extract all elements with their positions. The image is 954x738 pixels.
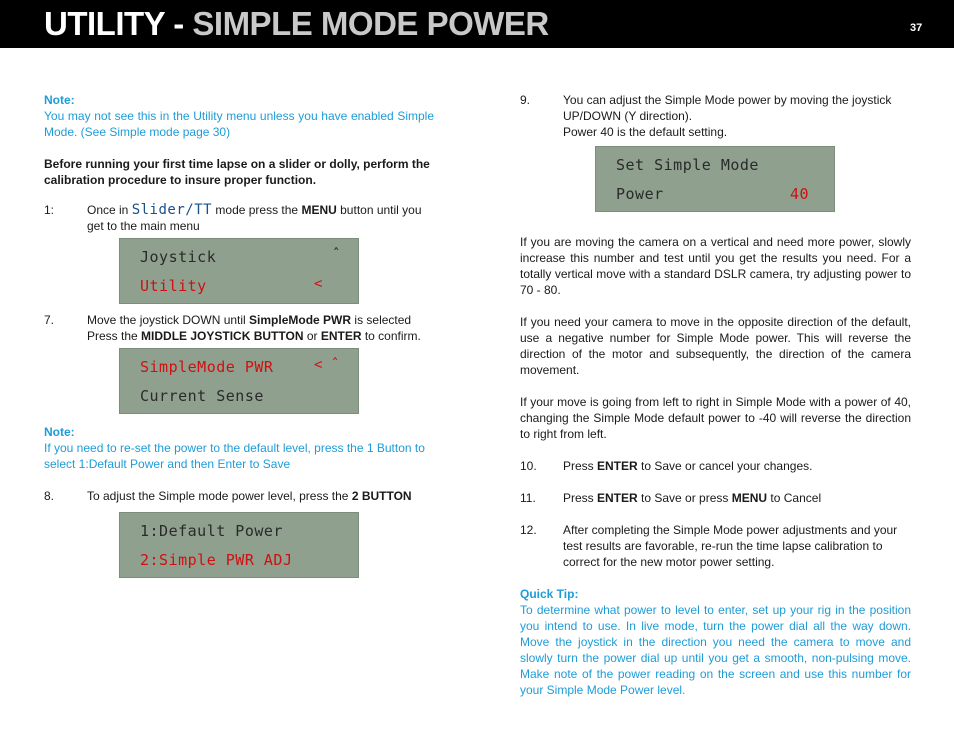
key-label: ENTER bbox=[597, 491, 638, 505]
step-text: You can adjust the Simple Mode power by moving the joystick UP/DOWN (Y direction). bbox=[563, 93, 892, 123]
step-text: to Save or cancel your changes. bbox=[637, 459, 813, 473]
paragraph: If you need your camera to move in the opposite direction of the default, use a negative number for Simple Mode power. This will reverse the direction of the motor and subsequently, the direction of the camera movement. bbox=[520, 315, 911, 377]
tip-text: To determine what power to level to enter, set up your rig in the position you intend to use. In live mode, turn the power dial all the way down. Move the joystick in the direction you need the camera to move and slowly turn the power dial up until you get a smooth, non-pulsing move. Make note of the power reading on the screen and use this number for your Simple Mode Power level. bbox=[520, 603, 911, 697]
right-column bbox=[520, 92, 911, 698]
mode-label: Slider/TT bbox=[131, 202, 213, 218]
step-text: to Save or press bbox=[637, 491, 732, 505]
lcd-screen-main-menu bbox=[119, 238, 359, 304]
step-text: button until you get to the main menu bbox=[87, 203, 422, 233]
step-text: Press bbox=[563, 459, 598, 473]
lcd-line-2-selected: Utility bbox=[140, 277, 207, 295]
menu-item-label: SimpleMode PWR bbox=[249, 313, 352, 327]
lcd-line-2: Power bbox=[616, 185, 664, 203]
power-value: 40 bbox=[790, 185, 810, 203]
lcd-screen-utility bbox=[119, 348, 359, 414]
step-body bbox=[563, 458, 911, 474]
step-10 bbox=[520, 458, 911, 474]
step-12 bbox=[520, 522, 911, 570]
step-text: to Cancel bbox=[767, 491, 822, 505]
step-text: Press bbox=[563, 491, 598, 505]
step-text: is selected bbox=[351, 313, 412, 327]
step-body bbox=[87, 312, 434, 344]
page-header bbox=[0, 0, 954, 48]
step-text: To adjust the Simple mode power level, press the bbox=[87, 489, 352, 503]
key-label: ENTER bbox=[320, 329, 362, 343]
step-7 bbox=[44, 312, 434, 344]
key-label: MENU bbox=[301, 203, 337, 217]
left-column bbox=[44, 92, 434, 578]
step-number: 12. bbox=[520, 523, 537, 537]
step-text: Press the bbox=[87, 329, 142, 343]
lcd-line-1: Joystick bbox=[140, 248, 217, 266]
step-number: 9. bbox=[520, 93, 531, 107]
note-title: Note: bbox=[44, 425, 75, 439]
step-11 bbox=[520, 490, 911, 506]
step-9 bbox=[520, 92, 911, 140]
note-text: If you need to re-set the power to the default level, press the 1 Button to select 1:Default Power and then Enter to Save bbox=[44, 441, 425, 471]
step-body bbox=[87, 488, 434, 504]
key-label: ENTER bbox=[597, 459, 638, 473]
cursor-icon: < ˆ bbox=[314, 357, 340, 373]
step-number: 8. bbox=[44, 489, 55, 503]
step-text: Move the joystick DOWN until bbox=[87, 313, 250, 327]
page-number: 37 bbox=[910, 22, 923, 34]
step-body: After completing the Simple Mode power adjustments and your test results are favorable, re-run the time lapse calibration to correct for the new motor power setting. bbox=[563, 523, 898, 569]
paragraph: If your move is going from left to right in Simple Mode with a power of 40, changing the Simple Mode default power to -40 will reverse the direction to right from left. bbox=[520, 395, 911, 441]
lcd-line-1-selected: SimpleMode PWR bbox=[140, 358, 274, 376]
note-title: Note: bbox=[44, 93, 75, 107]
step-1 bbox=[44, 202, 434, 234]
key-label: MENU bbox=[731, 491, 768, 505]
step-body bbox=[563, 490, 911, 506]
step-number: 10. bbox=[520, 459, 537, 473]
lcd-line-1: Set Simple Mode bbox=[616, 156, 759, 174]
page-title bbox=[44, 2, 549, 46]
step-text: or bbox=[303, 329, 321, 343]
key-label: 2 BUTTON bbox=[351, 489, 412, 503]
title-main: SIMPLE MODE POWER bbox=[192, 5, 549, 42]
lcd-screen-simple-mode bbox=[119, 512, 359, 578]
step-text: to confirm. bbox=[361, 329, 421, 343]
step-number: 11. bbox=[520, 491, 536, 505]
step-body bbox=[563, 92, 911, 140]
step-text: Once in bbox=[87, 203, 132, 217]
tip-title: Quick Tip: bbox=[520, 587, 579, 601]
step-text: mode press the bbox=[212, 203, 302, 217]
key-label: MIDDLE JOYSTICK BUTTON bbox=[141, 329, 304, 343]
paragraph: If you are moving the camera on a vertical and need more power, slowly increase this number and test until you get the results you need. For a totally vertical move with a standard DSLR camera, try adjusting power to 70 - 80. bbox=[520, 235, 911, 297]
step-body bbox=[87, 202, 434, 234]
lcd-line-2-selected: 2:Simple PWR ADJ bbox=[140, 551, 293, 569]
cursor-icon: < bbox=[314, 276, 323, 292]
calibration-warning: Before running your first time lapse on a slider or dolly, perform the calibration procedure to insure proper function. bbox=[44, 157, 430, 187]
step-8 bbox=[44, 488, 434, 504]
lcd-screen-set-power bbox=[595, 146, 835, 212]
lcd-line-2: Current Sense bbox=[140, 387, 264, 405]
step-text: Power 40 is the default setting. bbox=[563, 125, 728, 139]
note-text: You may not see this in the Utility menu unless you have enabled Simple Mode. (See Simple mode page 30) bbox=[44, 109, 434, 139]
lcd-line-1: 1:Default Power bbox=[140, 522, 283, 540]
scroll-up-icon: ˆ bbox=[332, 247, 341, 263]
step-number: 1: bbox=[44, 203, 55, 217]
title-prefix: UTILITY - bbox=[44, 5, 193, 42]
step-number: 7. bbox=[44, 313, 55, 327]
